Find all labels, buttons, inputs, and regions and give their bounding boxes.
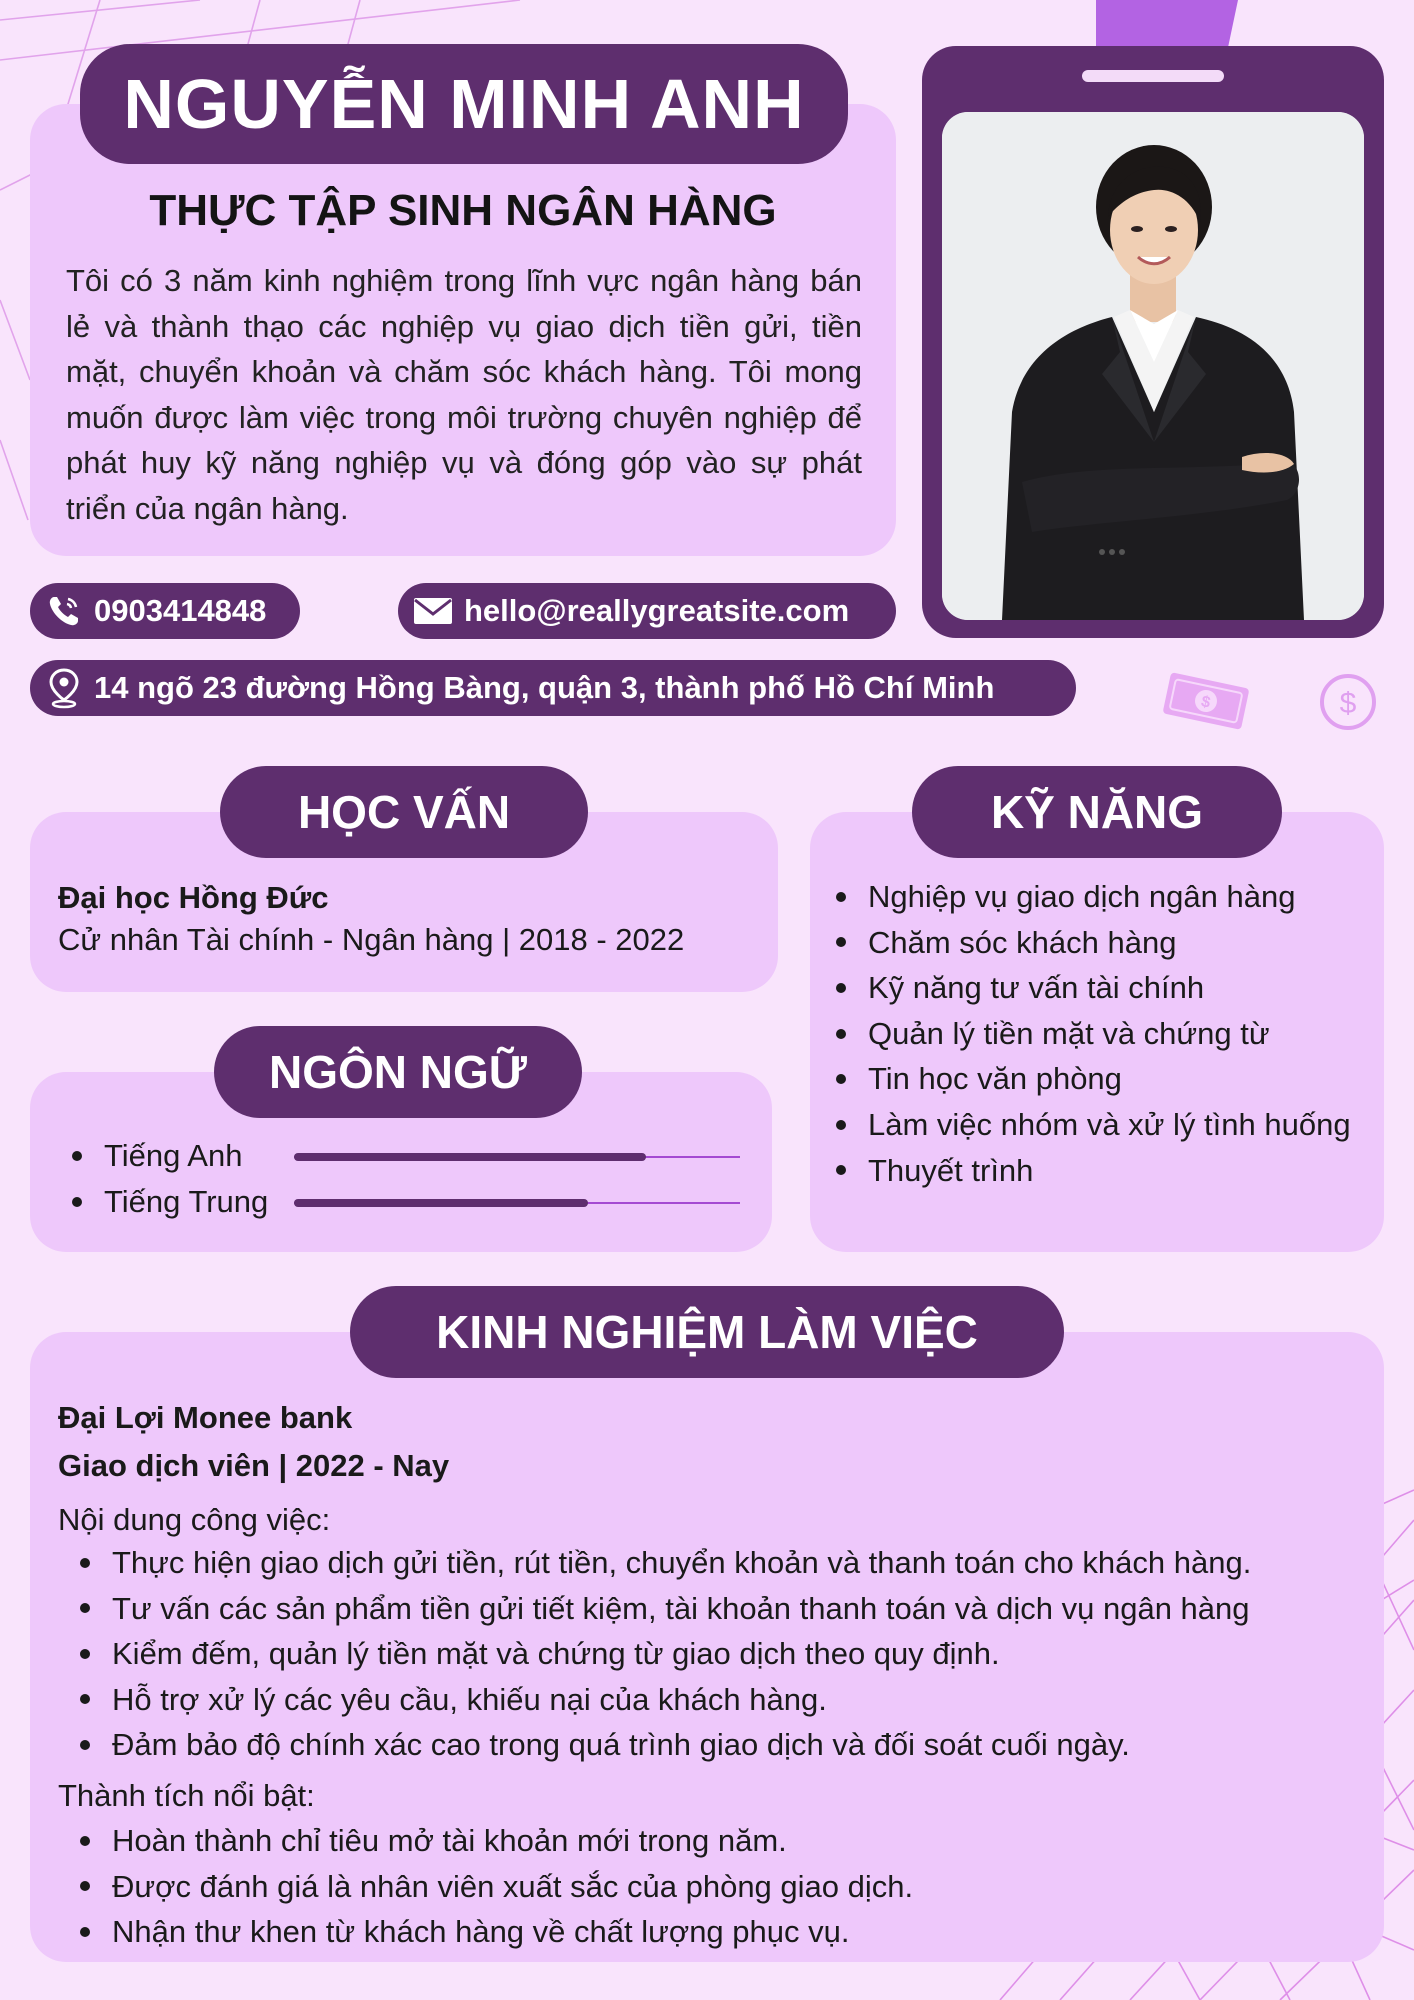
skills-list — [836, 874, 1351, 1193]
svg-text:$: $ — [1339, 687, 1357, 720]
skill-item: Quản lý tiền mặt và chứng từ — [836, 1011, 1351, 1057]
email-contact[interactable] — [398, 583, 896, 639]
bullet — [72, 1197, 82, 1207]
duty-item: Kiểm đếm, quản lý tiền mặt và chứng từ giao dịch theo quy định. — [80, 1631, 1251, 1677]
svg-text:$: $ — [1199, 693, 1212, 712]
skill-item: Chăm sóc khách hàng — [836, 920, 1351, 966]
duties-label: Nội dung công việc: — [58, 1502, 331, 1537]
duty-item: Thực hiện giao dịch gửi tiền, rút tiền, chuyển khoản và thanh toán cho khách hàng. — [80, 1540, 1251, 1586]
achievement-item: Nhận thư khen từ khách hàng về chất lượng phục vụ. — [80, 1909, 913, 1955]
skill-item: Tin học văn phòng — [836, 1056, 1351, 1102]
skill-item: Kỹ năng tư vấn tài chính — [836, 965, 1351, 1011]
summary-text: Tôi có 3 năm kinh nghiệm trong lĩnh vực ngân hàng bán lẻ và thành thạo các nghiệp vụ giao dịch tiền gửi, tiền mặt, chuyển khoản và chăm sóc khách hàng. Tôi mong muốn được làm việc trong môi trường chuyên nghiệp để phát huy kỹ năng nghiệp vụ và đóng góp vào sự phát triển của ngân hàng. — [66, 263, 862, 526]
language-level-fill — [294, 1153, 646, 1161]
education-degree: Cử nhân Tài chính - Ngân hàng | 2018 - 2022 — [58, 922, 685, 957]
education-school: Đại học Hồng Đức — [58, 880, 329, 915]
phone-number: 0903414848 — [94, 593, 267, 628]
skill-item: Nghiệp vụ giao dịch ngân hàng — [836, 874, 1351, 920]
skill-item: Thuyết trình — [836, 1148, 1351, 1194]
achievements-list — [80, 1818, 913, 1955]
skill-item: Làm việc nhóm và xử lý tình huống — [836, 1102, 1351, 1148]
language-label: Tiếng Anh — [104, 1138, 243, 1173]
dollar-circle-icon — [1318, 672, 1378, 732]
duty-item: Đảm bảo độ chính xác cao trong quá trình giao dịch và đối soát cuối ngày. — [80, 1722, 1251, 1768]
language-level-fill — [294, 1199, 588, 1207]
languages-heading: NGÔN NGỮ — [214, 1026, 582, 1118]
duty-item: Tư vấn các sản phẩm tiền gửi tiết kiệm, tài khoản thanh toán và dịch vụ ngân hàng — [80, 1586, 1251, 1632]
bullet — [72, 1151, 82, 1161]
language-item — [72, 1184, 268, 1220]
phone-icon — [44, 591, 84, 631]
phone-contact[interactable] — [30, 583, 300, 639]
badge-slot — [1082, 70, 1224, 82]
language-item — [72, 1138, 242, 1174]
envelope-icon — [412, 594, 454, 628]
location-pin-icon — [44, 667, 84, 709]
address-text: 14 ngõ 23 đường Hồng Bàng, quận 3, thành phố Hồ Chí Minh — [94, 670, 995, 705]
duties-list — [80, 1540, 1251, 1768]
name-heading: NGUYỄN MINH ANH — [80, 44, 848, 164]
achievement-item: Được đánh giá là nhân viên xuất sắc của phòng giao dịch. — [80, 1864, 913, 1910]
email-address: hello@reallygreatsite.com — [464, 593, 850, 628]
achievements-label: Thành tích nổi bật: — [58, 1778, 315, 1813]
profile-photo — [942, 112, 1364, 620]
job-title: THỰC TẬP SINH NGÂN HÀNG — [149, 186, 777, 235]
experience-heading: KINH NGHIỆM LÀM VIỆC — [350, 1286, 1064, 1378]
achievement-item: Hoàn thành chỉ tiêu mở tài khoản mới trong năm. — [80, 1818, 913, 1864]
language-level-bar — [294, 1198, 740, 1208]
skills-heading: KỸ NĂNG — [912, 766, 1282, 858]
experience-company: Đại Lợi Monee bank — [58, 1400, 353, 1435]
address-contact — [30, 660, 1076, 716]
duty-item: Hỗ trợ xử lý các yêu cầu, khiếu nại của khách hàng. — [80, 1677, 1251, 1723]
education-heading: HỌC VẤN — [220, 766, 588, 858]
language-label: Tiếng Trung — [104, 1184, 269, 1219]
money-bill-icon — [1158, 668, 1254, 734]
experience-role: Giao dịch viên | 2022 - Nay — [58, 1448, 450, 1483]
language-level-bar — [294, 1152, 740, 1162]
